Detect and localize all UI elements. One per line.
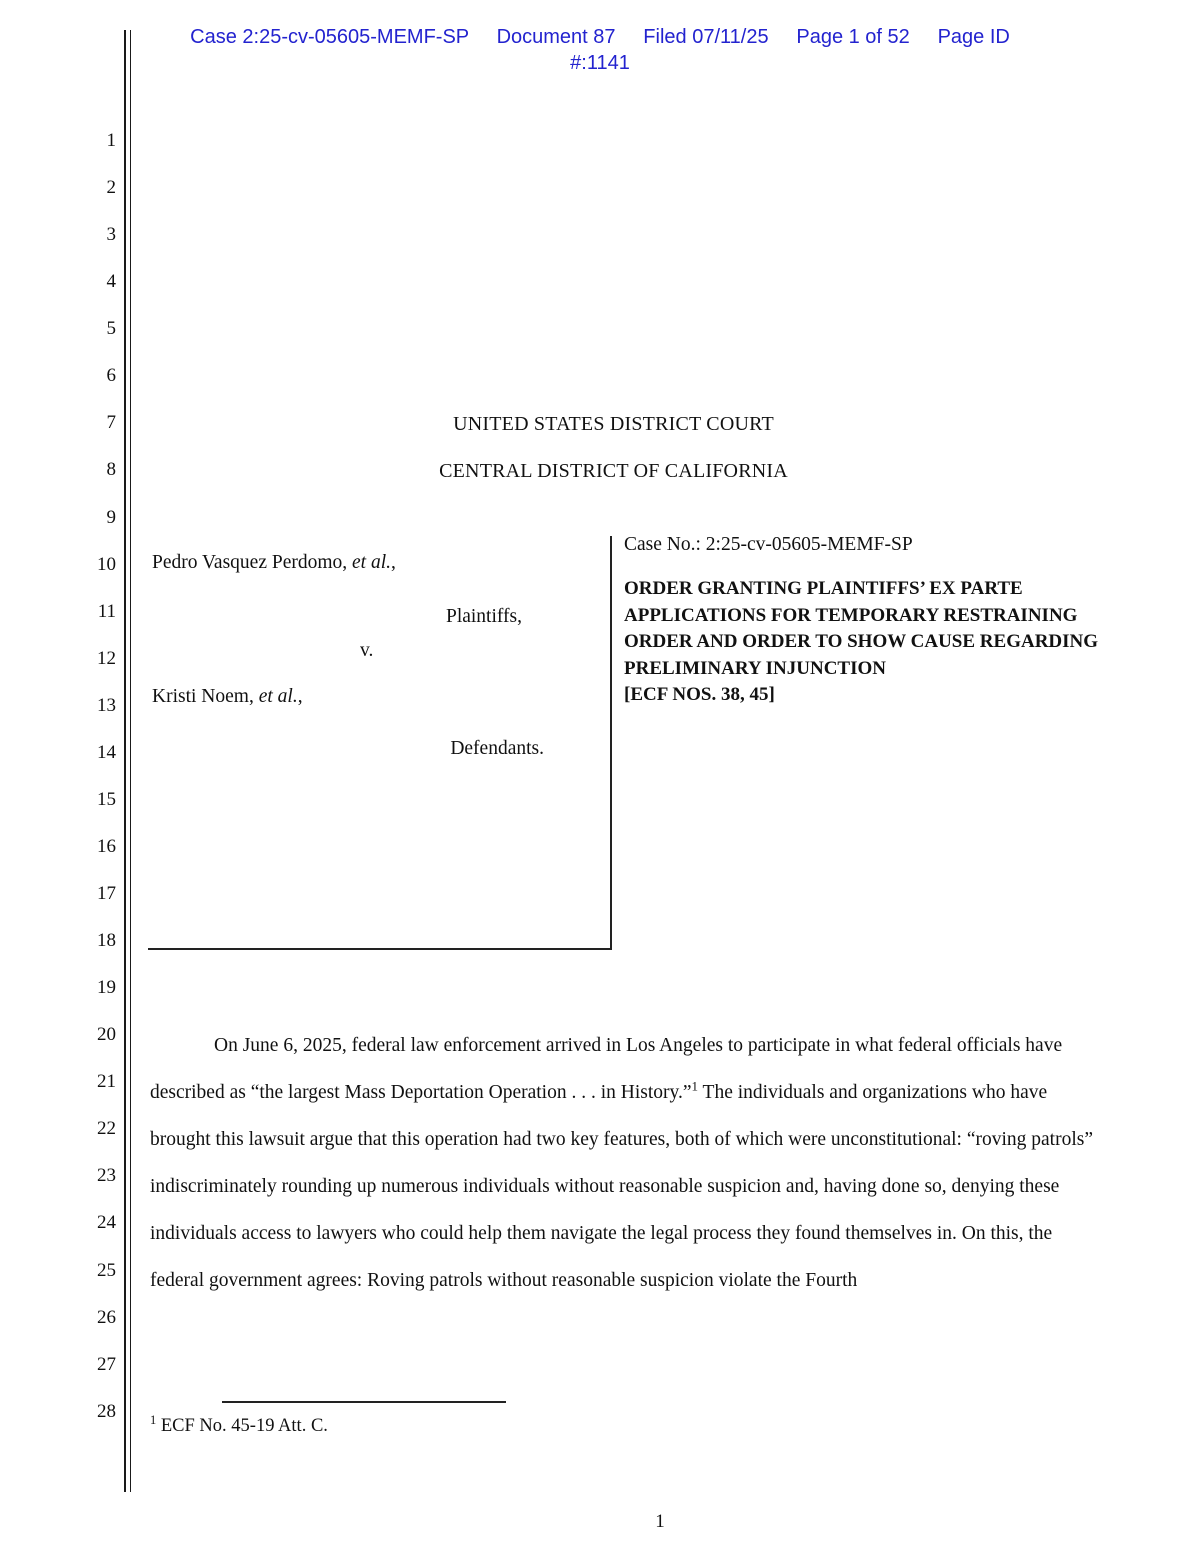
line-number: 11 [97,600,116,622]
caption-parties [148,536,612,950]
page-number: 1 [655,1511,665,1532]
footnote-text: ECF No. 45-19 Att. C. [156,1416,328,1436]
line-number: 12 [97,647,116,669]
case-number: Case No.: 2:25-cv-05605-MEMF-SP [624,534,913,555]
court-name: UNITED STATES DISTRICT COURT [453,413,774,435]
footnote-reference: 1 [691,1078,699,1094]
pleading-vertical-rule [124,30,131,1492]
opinion-paragraph [150,1022,1098,1305]
plaintiff-name [152,552,396,574]
line-number: 1 [106,130,116,151]
plaintiff-etal: et al. [352,552,392,573]
paragraph-text-2: The individuals and organizations who have brought this lawsuit argue that this operation had two key features, both of which were unconstitutional: “roving patrols” indiscriminately rounding up numerous individuals without reasonable suspicion and, having done so, denying these individuals access to lawyers who could help them navigate the legal process they found themselves in. On this, the federal government agrees: Roving patrols without reasonable suspicion violate the Fourth [150,1082,1094,1292]
plaintiff-comma: , [391,552,396,573]
defendant-name [152,686,303,708]
line-number: 15 [97,788,116,810]
line-number: 23 [97,1165,116,1187]
line-number: 27 [97,1353,116,1375]
line-number: 22 [97,1118,116,1140]
line-number: 4 [106,271,116,293]
defendant-comma: , [297,686,303,707]
defendants-label: Defendants. [450,738,544,759]
line-number: 7 [106,412,116,434]
plaintiffs-label: Plaintiffs, [445,606,522,627]
line-number: 6 [106,365,116,387]
line-number-column [78,130,116,1448]
line-number: 28 [97,1400,116,1422]
line-number: 10 [97,553,116,575]
line-number: 13 [97,694,116,716]
caption-case-info [624,534,1100,709]
versus-label: v. [360,640,374,661]
paragraph-text-1: On June 6, 2025, federal law enforcement arrived in Los Angeles to participate in what federal officials have described as “the largest Mass Deportation Operation . . . in History.” [150,1035,1063,1104]
line-number: 25 [97,1259,116,1281]
line-number: 17 [97,883,116,904]
line-number: 18 [97,930,116,952]
line-number: 5 [106,318,116,340]
line-number: 14 [97,741,116,763]
plaintiff-name-text: Pedro Vasquez Perdomo, [152,552,353,573]
line-number: 20 [97,1024,116,1046]
ecf-numbers: [ECF NOS. 38, 45] [624,684,775,705]
footnote-marker: 1 [150,1412,157,1427]
line-number: 24 [97,1212,116,1234]
line-number: 16 [97,835,116,857]
ecf-stamp-line1: Case 2:25-cv-05605-MEMF-SP Document 87 Filed 07/11/25 Page 1 of 52 Page ID [190,26,1010,48]
case-caption [148,534,1100,952]
footnote-separator [222,1401,506,1403]
line-number: 9 [106,506,116,528]
defendant-etal: et al. [258,686,298,707]
footnote [150,1412,328,1437]
line-number: 19 [97,977,116,999]
line-number: 26 [97,1306,116,1328]
ecf-stamp-page-id: #:1141 [570,52,630,74]
line-number: 21 [97,1071,116,1093]
line-number: 2 [106,177,116,199]
defendant-name-text: Kristi Noem, [152,686,259,707]
order-title: ORDER GRANTING PLAINTIFFS’ EX PARTE APPLICATIONS FOR TEMPORARY RESTRAINING ORDER AND ORDER TO SHOW CAUSE REGARDING PRELIMINARY INJUNCTION [624,578,1099,679]
line-number: 8 [106,459,116,481]
court-district: CENTRAL DISTRICT OF CALIFORNIA [439,460,788,482]
line-number: 3 [106,224,116,246]
